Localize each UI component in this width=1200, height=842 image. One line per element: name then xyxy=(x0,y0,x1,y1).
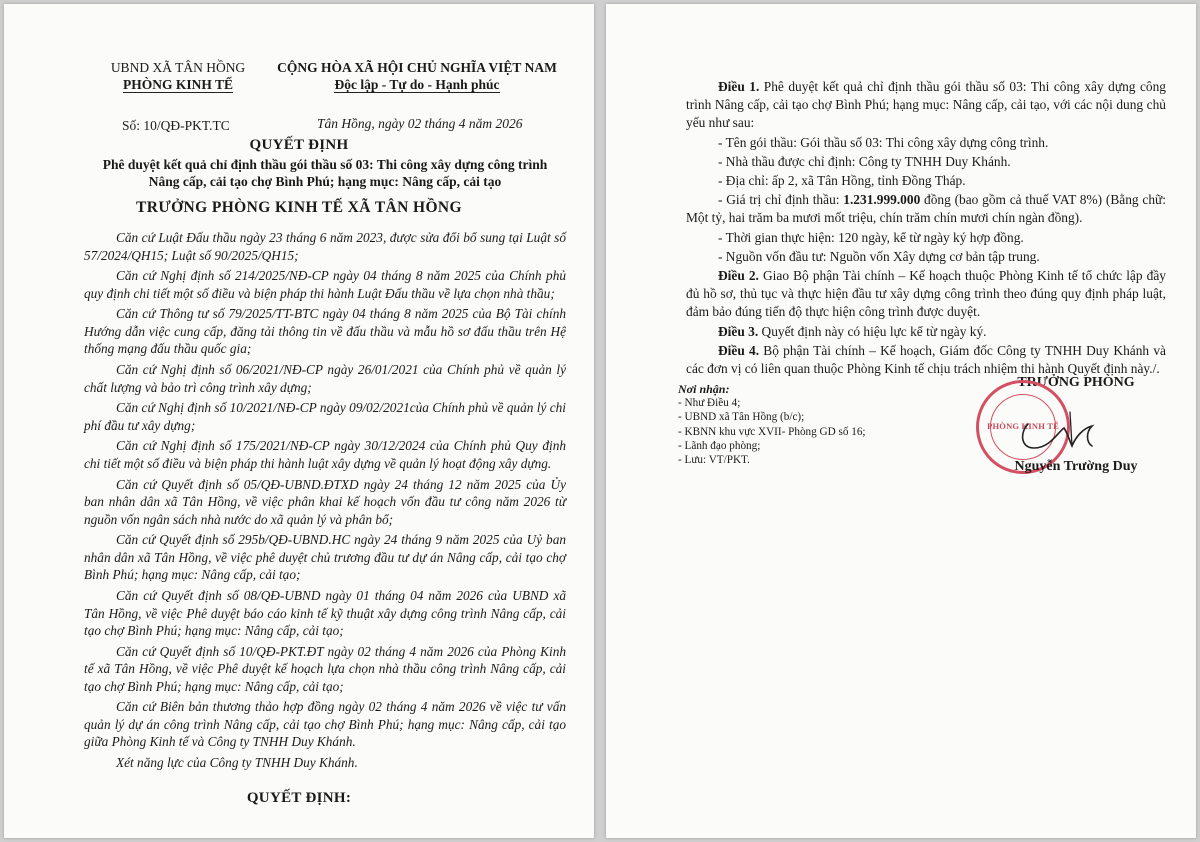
price-prefix: - Giá trị chỉ định thầu: xyxy=(718,192,844,208)
signature xyxy=(1006,402,1116,462)
article-item: - Thời gian thực hiện: 120 ngày, kể từ ngày ký hợp đồng. xyxy=(718,229,1024,245)
place-date: Tân Hồng, ngày 02 tháng 4 năm 2026 xyxy=(317,116,523,131)
recipient-item: - Như Điều 4; xyxy=(678,397,741,410)
agency-line-2: PHÒNG KINH TẾ xyxy=(122,77,234,92)
legal-basis: Căn cứ Biên bản thương thảo hợp đồng ngày 02 tháng 4 năm 2026 về việc tư vấn quản lý dự án công trình Nâng cấp, cải tạo chợ Bình Phú; hạng mục: Nâng cấp, cải tạo giữa Phòng Kinh tế và Công ty TNHH Duy Khánh. xyxy=(84,699,566,750)
agency-line-1: UBND XÃ TÂN HỒNG xyxy=(110,60,246,75)
document-title: QUYẾT ĐỊNH xyxy=(249,137,349,153)
document-number: Số: 10/QĐ-PKT.TC xyxy=(122,118,230,133)
article-item: - Địa chỉ: ấp 2, xã Tân Hồng, tỉnh Đồng Tháp. xyxy=(718,173,966,189)
recipient-item: - KBNN khu vực XVII- Phòng GD số 16; xyxy=(678,425,866,438)
issuing-agency xyxy=(88,59,268,93)
recipients-block xyxy=(678,382,978,467)
decision-articles xyxy=(686,78,1166,379)
contract-price-item xyxy=(686,191,1166,227)
legal-basis: Căn cứ Thông tư số 79/2025/TT-BTC ngày 04 tháng 8 năm 2025 của Bộ Tài chính Hướng dẫn việc cung cấp, đăng tải thông tin về đấu thầu và mẫu hồ sơ đấu thầu trên Hệ thống mạng đấu thầu quốc gia; xyxy=(84,306,566,357)
seal-label: PHÒNG KINH TẾ xyxy=(987,421,1059,431)
legal-basis: Căn cứ Nghị định số 06/2021/NĐ-CP ngày 26/01/2021 của Chính phủ về quản lý chất lượng và bảo trì công trình xây dựng; xyxy=(84,362,566,395)
legal-basis: Căn cứ Nghị định số 10/2021/NĐ-CP ngày 09/02/2021của Chính phủ về quản lý chi phí đầu tư xây dựng; xyxy=(84,400,566,433)
signer-title: TRƯỞNG PHÒNG xyxy=(1017,375,1135,390)
article-1-label: Điều 1. xyxy=(718,79,760,94)
national-header xyxy=(262,59,572,93)
subject-line-2: Nâng cấp, cải tạo chợ Bình Phú; hạng mục: Nâng cấp, cải tạo xyxy=(148,174,502,189)
recipient-item: - Lãnh đạo phòng; xyxy=(678,439,761,452)
price-suffix: đồng (bao gồm cả thuế VAT 8%) (Bằng chữ: Một tỷ, hai trăm ba mươi mốt triệu, chín trăm chín mươi chín ngàn đồng). xyxy=(686,192,1166,226)
article-1-text: Phê duyệt kết quả chỉ định thầu gói thầu số 03: Thi công xây dựng công trình Nâng cấp, cải tạo chợ Bình Phú; hạng mục: Nâng cấp, cải tạo, với các nội dung chủ yếu như sau: xyxy=(686,79,1166,131)
article-2-label: Điều 2. xyxy=(718,268,759,284)
article-item: - Nhà thầu được chỉ định: Công ty TNHH Duy Khánh. xyxy=(718,153,1011,169)
recipients-title: Nơi nhận: xyxy=(678,382,730,396)
article-4 xyxy=(686,342,1166,378)
signer-name: Nguyễn Trường Duy xyxy=(1014,459,1138,474)
legal-basis: Căn cứ Nghị định số 214/2025/NĐ-CP ngày 04 tháng 8 năm 2025 của Chính phủ quy định chi tiết một số điều và biện pháp thi hành Luật Đấu thầu về lựa chọn nhà thầu; xyxy=(84,268,566,301)
legal-bases xyxy=(84,229,566,775)
document-subject xyxy=(84,156,566,190)
price-value: 1.231.999.000 xyxy=(843,192,921,208)
article-3 xyxy=(686,323,1166,341)
legal-basis: Căn cứ Quyết định số 295b/QĐ-UBND.HC ngày 24 tháng 9 năm 2025 của Uỷ ban nhân dân xã Tân Hồng, về việc phê duyệt chủ trương đầu tư dự án Nâng cấp, cải tạo chợ Bình Phú; hạng mục: Nâng cấp, cải tạo; xyxy=(84,532,566,583)
document-page-1 xyxy=(4,4,594,838)
article-1 xyxy=(686,78,1166,133)
legal-basis: Căn cứ Luật Đấu thầu ngày 23 tháng 6 năm 2023, được sửa đổi bổ sung tại Luật số 57/2024/QH15; Luật số 90/2025/QH15; xyxy=(84,230,566,263)
subject-line-1: Phê duyệt kết quả chỉ định thầu gói thầu số 03: Thi công xây dựng công trình xyxy=(102,157,548,172)
article-3-text: Quyết định này có hiệu lực kể từ ngày ký. xyxy=(758,323,987,339)
nation-line-1: CỘNG HÒA XÃ HỘI CHỦ NGHĨA VIỆT NAM xyxy=(277,60,557,75)
article-item: - Nguồn vốn đầu tư: Nguồn vốn Xây dựng cơ bản tập trung. xyxy=(718,248,1040,264)
document-page-2 xyxy=(606,4,1196,838)
article-item: - Tên gói thầu: Gói thầu số 03: Thi công xây dựng công trình. xyxy=(718,134,1049,150)
recipient-item: - UBND xã Tân Hồng (b/c); xyxy=(678,411,805,424)
article-2 xyxy=(686,267,1166,322)
article-4-label: Điều 4. xyxy=(718,342,760,358)
article-4-text: Bộ phận Tài chính – Kế hoạch, Giám đốc Công ty TNHH Duy Khánh và các đơn vị có liên quan thuộc Phòng Kinh tế chịu trách nhiệm thi hành Quyết định này./. xyxy=(686,342,1166,377)
article-3-label: Điều 3. xyxy=(718,323,759,339)
legal-basis: Căn cứ Nghị định số 175/2021/NĐ-CP ngày 30/12/2024 của Chính phủ Quy định chi tiết một số điều và biện pháp thi hành luật xây dựng về quản lý hoạt động xây dựng. xyxy=(84,438,566,471)
legal-basis: Căn cứ Quyết định số 05/QĐ-UBND.ĐTXD ngày 24 tháng 12 năm 2025 của Ủy ban nhân dân xã Tân Hồng, về việc phân khai kế hoạch vốn đầu tư công năm 2026 từ nguồn vốn ngân sách nhà nước do xã quản lý và phân bổ; xyxy=(84,476,566,527)
issuing-authority: TRƯỞNG PHÒNG KINH TẾ XÃ TÂN HỒNG xyxy=(136,199,462,216)
legal-basis: Xét năng lực của Công ty TNHH Duy Khánh. xyxy=(116,755,358,771)
article-2-text: Giao Bộ phận Tài chính – Kế hoạch thuộc Phòng Kinh tế tổ chức lập đầy đủ hồ sơ, thủ tục và thực hiện đầu tư xây dựng công trình theo đúng quy định pháp luật, đảm bảo đúng tiến độ thực hiện công trình được duyệt. xyxy=(686,268,1166,320)
recipient-item: - Lưu: VT/PKT. xyxy=(678,454,750,467)
nation-line-2: Độc lập - Tự do - Hạnh phúc xyxy=(334,77,500,92)
legal-basis: Căn cứ Quyết định số 10/QĐ-PKT.ĐT ngày 02 tháng 4 năm 2026 của Phòng Kinh tế xã Tân Hồng, về việc Phê duyệt kế hoạch lựa chọn nhà thầu công trình Nâng cấp, cải tạo chợ Bình Phú; hạng mục: Nâng cấp, cải tạo; xyxy=(84,643,566,694)
legal-basis: Căn cứ Quyết định số 08/QĐ-UBND ngày 01 tháng 04 năm 2026 của UBND xã Tân Hồng, về việc Phê duyệt báo cáo kinh tế kỹ thuật xây dựng công trình Nâng cấp, cải tạo chợ Bình Phú; hạng mục: Nâng cấp, cải tạo; xyxy=(84,588,566,638)
decision-heading: QUYẾT ĐỊNH: xyxy=(246,790,352,806)
